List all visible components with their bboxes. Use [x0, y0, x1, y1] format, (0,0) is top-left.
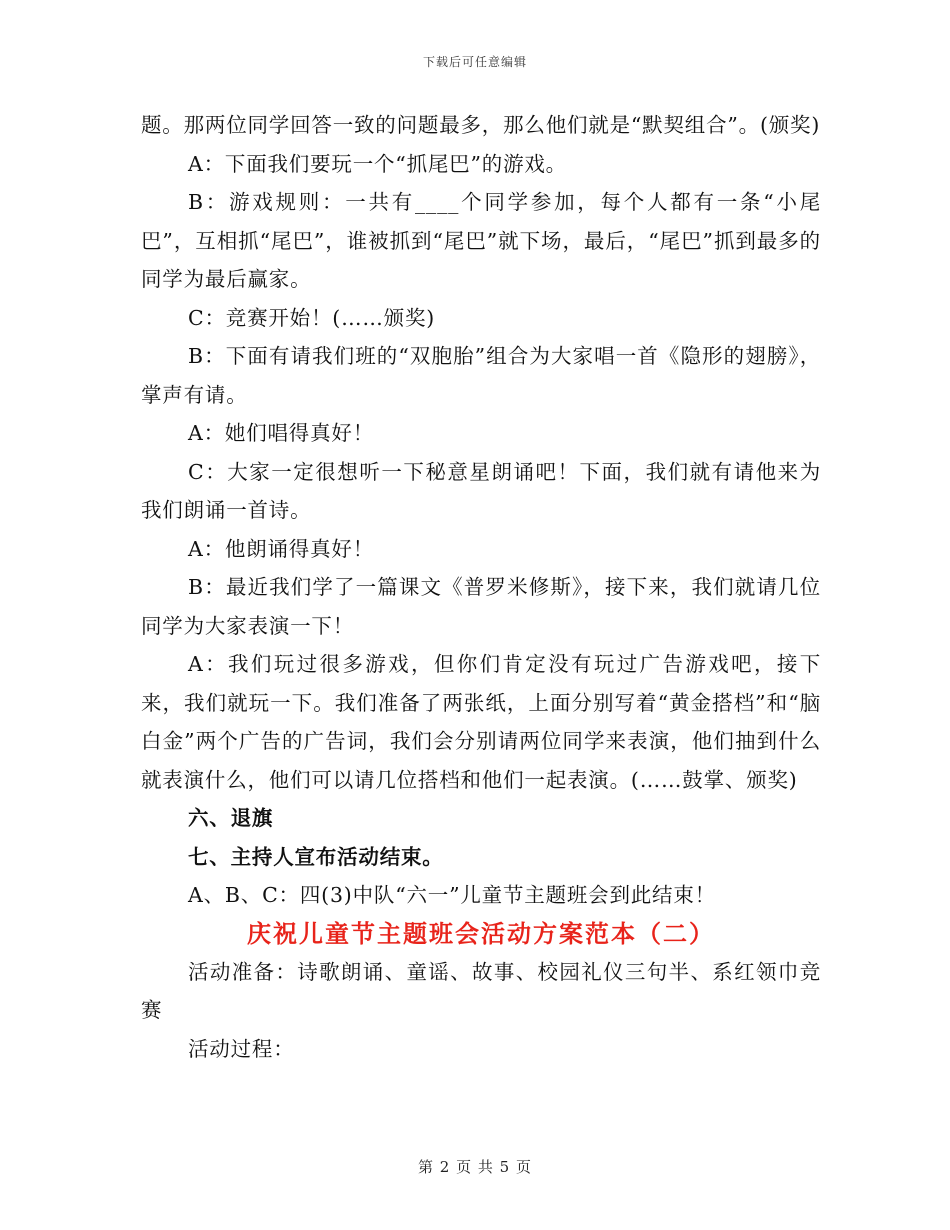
paragraph-a-tail-game: A：下面我们要玩一个“抓尾巴”的游戏。 [188, 151, 567, 176]
paragraph-b-prometheus: B：最近我们学了一篇课文《普罗米修斯》，接下来，我们就请几位同学为大家表演一下！ [141, 575, 821, 638]
paragraph-a-sang-well: A：她们唱得真好！ [188, 421, 375, 445]
paragraph-activity-prep: 活动准备：诗歌朗诵、童谣、故事、校园礼仪三句半、系红领巾竞赛 [141, 959, 821, 1022]
paragraph-a-recited-well: A：他朗诵得真好！ [188, 536, 375, 561]
document-body [141, 106, 821, 1068]
section-title: 庆祝儿童节主题班会活动方案范本（二） [247, 918, 715, 948]
paragraph-b-game-rules: B：游戏规则：一共有____个同学参加，每个人都有一条“小尾巴”，互相抓“尾巴”，谁被抓到“尾巴”就下场，最后，“尾巴”抓到最多的同学为最后赢家。 [141, 190, 821, 291]
page-number: 第 2 页 共 5 页 [418, 1158, 532, 1176]
heading-flag-retreat: 六、退旗 [188, 806, 274, 830]
paragraph-a-ad-game: A：我们玩过很多游戏，但你们肯定没有玩过广告游戏吧，接下来，我们就玩一下。我们准备了两张纸，上面分别写着“黄金搭档”和“脑白金”两个广告的广告词，我们会分别请两位同学来表演，他们抽到什么就表演什么，他们可以请几位搭档和他们一起表演。(……鼓掌、颁奖) [141, 652, 821, 792]
paragraph-b-twins-song: B：下面有请我们班的“双胞胎”组合为大家唱一首《隐形的翅膀》，掌声有请。 [141, 344, 821, 407]
paragraph-continuation: 题。那两位同学回答一致的问题最多，那么他们就是“默契组合”。(颁奖) [141, 113, 821, 137]
heading-host-closing: 七、主持人宣布活动结束。 [188, 844, 444, 869]
paragraph-activity-process: 活动过程： [188, 1036, 295, 1061]
paragraph-c-recitation: C：大家一定很想听一下秘意星朗诵吧！下面，我们就有请他来为我们朗诵一首诗。 [141, 459, 821, 522]
paragraph-c-contest-start: C：竞赛开始！(……颁奖) [188, 305, 436, 330]
paragraph-abc-closing: A、B、C：四(3)中队“六一”儿童节主题班会到此结束！ [188, 883, 716, 907]
page-header-note: 下载后可任意编辑 [422, 55, 527, 69]
